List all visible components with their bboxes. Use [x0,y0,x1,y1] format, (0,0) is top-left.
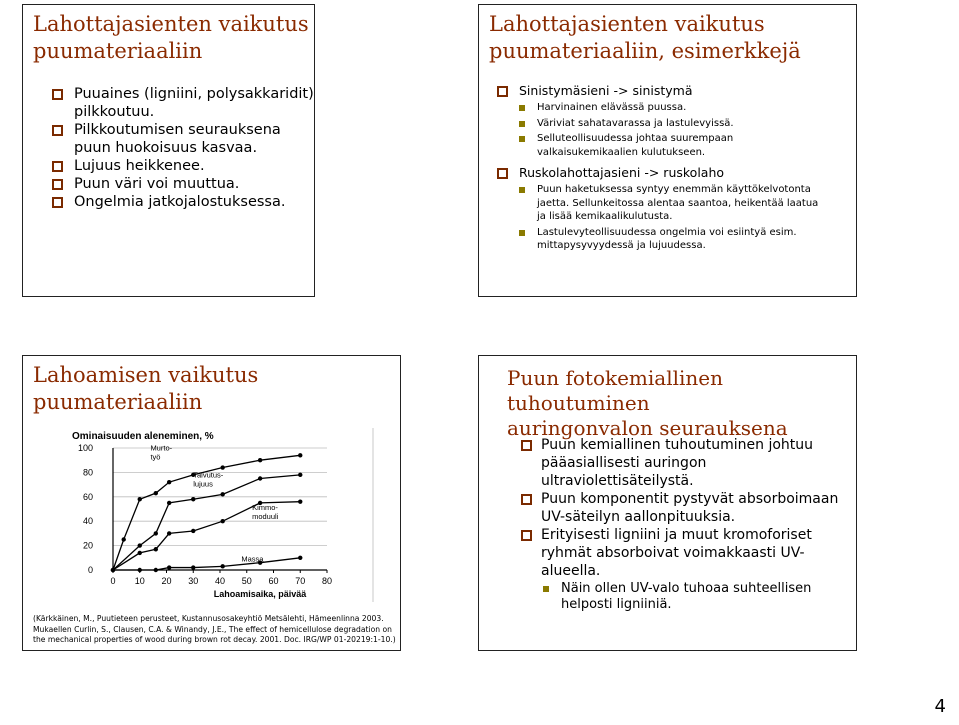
data-point [220,519,224,523]
x-tick-label: 60 [268,576,279,586]
x-tick-label: 0 [110,576,116,586]
slide-3 [22,355,401,651]
square-bullet-icon [52,161,63,172]
data-point [138,551,142,555]
sub-list [539,581,851,613]
list-item: Puuaines (ligniini, polysakkaridit) pilkkoutuu. [52,85,314,121]
series-annotation: lujuus [193,479,213,489]
data-point [138,568,142,572]
slide-1-title [33,11,309,65]
slide-4 [478,355,857,651]
filled-square-bullet-icon [519,136,525,142]
data-point [138,497,142,501]
x-axis-label: Lahoamisaika, päivää [213,589,307,599]
slide-1-bullets [52,85,314,211]
series-annotation: Taivutus- [193,470,224,480]
slide-2-bullets [497,83,822,259]
x-tick-label: 30 [188,576,199,586]
slide-4-title-line-1: Puun fotokemiallinen tuhoutuminen [507,366,724,415]
square-bullet-icon [497,168,508,179]
chart-caption: (Kärkkäinen, M., Puutieteen perusteet, Kustannusosakeyhtiö Metsälehti, Hämeenlinna 2003. Mukaellen Curlin, S., Clausen, C.A. & Winandy, J.E., The effect of hemicellulose degradation on the mechanical properties of wood during brown rot decay. 2001. Doc. IRG/WP 01-20219:1-10.) [33,614,396,644]
data-point [258,476,262,480]
data-point [191,565,195,569]
data-point [298,473,302,477]
degradation-chart [69,426,387,604]
sub-list-item: Lastulevyteollisuudessa ongelmia voi esiintyä esim. mittapysyvyydessä ja lujuudessa. [515,226,822,253]
series-annotation: moduuli [252,512,279,522]
data-point [154,531,158,535]
data-point [298,499,302,503]
data-point [258,458,262,462]
list-item: Ruskolahottajasieni -> ruskolaho Puun haketuksessa syntyy enemmän käyttökelvotonta jaetta. Sellunkeitossa alentaa saantoa, heikentää laatua ja lisää kemikaalikulutusta. Lastulevyteollisuudessa ongelmia voi esiintyä esim. mittapysyvyydessä ja lujuudessa. [497,165,822,253]
slide-2-title-line-1: Lahottajasienten vaikutus [489,12,765,36]
sub-list-item: Harvinainen elävässä puussa. [515,101,822,115]
page-number: 4 [934,696,946,717]
data-point [191,497,195,501]
series-annotation: työ [150,452,161,462]
x-tick-label: 70 [295,576,306,586]
slide-2-title-line-2: puumateriaaliin, esimerkkejä [489,39,801,63]
data-point [122,537,126,541]
square-bullet-icon [521,440,532,451]
chart-title: Ominaisuuden aleneminen, % [72,431,214,442]
data-point [154,568,158,572]
list-item: Erityisesti ligniini ja muut kromoforiset ryhmät absorboivat voimakkaasti UV-alueella. Näin ollen UV-valo tuhoaa suhteellisen helposti ligniiniä. [521,526,851,613]
series-annotation: Massa [241,554,264,564]
chart-background [69,426,387,604]
data-point [154,547,158,551]
data-point [167,565,171,569]
x-tick-label: 80 [321,576,333,586]
list-item: Puun kemiallinen tuhoutuminen johtuu pääasiallisesti auringon ultraviolettisäteilystä. [521,436,851,490]
y-tick-label: 100 [77,443,93,453]
slide-1 [22,4,315,297]
series-annotation: Kimmo- [252,503,278,513]
sub-list [515,183,822,253]
x-tick-label: 50 [241,576,252,586]
slide-3-title [33,362,258,416]
y-tick-label: 60 [82,491,93,502]
list-item: Puun väri voi muuttua. [52,175,314,193]
list-item: Puun komponentit pystyvät absorboimaan UV-säteilyn aallonpituuksia. [521,490,851,526]
x-tick-label: 40 [214,576,226,586]
square-bullet-icon [52,125,63,136]
sub-list-item: Selluteollisuudessa johtaa suurempaan valkaisukemikaalien kulutukseen. [515,132,822,159]
square-bullet-icon [52,89,63,100]
sub-list-item: Puun haketuksessa syntyy enemmän käyttökelvotonta jaetta. Sellunkeitossa alentaa saantoa, heikentää laatua ja lisää kemikaalikulutusta. [515,183,822,224]
filled-square-bullet-icon [519,187,525,193]
slide-2-title [489,11,801,65]
filled-square-bullet-icon [543,586,549,592]
y-tick-label: 0 [87,565,93,575]
y-tick-label: 20 [82,540,93,551]
y-tick-label: 80 [82,467,93,478]
slide-3-title-line-2: puumateriaaliin [33,390,203,414]
slide-1-title-line-2: puumateriaaliin [33,39,203,63]
slide-2 [478,4,857,297]
y-tick-label: 40 [82,516,93,527]
filled-square-bullet-icon [519,121,525,127]
data-point [111,568,115,572]
filled-square-bullet-icon [519,105,525,111]
list-item: Lujuus heikkenee. [52,157,314,175]
data-point [191,529,195,533]
sub-list-item: Väriviat sahatavarassa ja lastulevyissä. [515,117,822,131]
sub-list [515,101,822,159]
square-bullet-icon [52,179,63,190]
sub-list-item: Näin ollen UV-valo tuhoaa suhteellisen helposti ligniiniä. [539,581,851,613]
slide-4-title-line-2: auringonvalon seurauksena [507,416,788,440]
slide-4-title [507,366,856,441]
slide-1-title-line-1: Lahottajasienten vaikutus [33,12,309,36]
data-point [220,564,224,568]
filled-square-bullet-icon [519,230,525,236]
square-bullet-icon [521,494,532,505]
data-point [138,543,142,547]
data-point [298,556,302,560]
data-point [167,531,171,535]
slide-3-title-line-1: Lahoamisen vaikutus [33,363,259,387]
list-item: Sinistymäsieni -> sinistymä Harvinainen elävässä puussa. Väriviat sahatavarassa ja lastulevyissä. Selluteollisuudessa johtaa suurempaan valkaisukemikaalien kulutukseen. [497,83,822,159]
data-point [220,492,224,496]
data-point [154,491,158,495]
list-item: Pilkkoutumisen seurauksena puun huokoisuus kasvaa. [52,121,314,157]
list-item: Ongelmia jatkojalostuksessa. [52,193,314,211]
data-point [167,501,171,505]
x-tick-label: 20 [161,576,172,586]
data-point [298,453,302,457]
square-bullet-icon [52,197,63,208]
data-point [220,465,224,469]
square-bullet-icon [521,530,532,541]
series-annotation: Murto- [150,443,173,453]
square-bullet-icon [497,86,508,97]
x-tick-label: 10 [134,576,145,586]
data-point [167,480,171,484]
slide-4-bullets [521,436,851,615]
